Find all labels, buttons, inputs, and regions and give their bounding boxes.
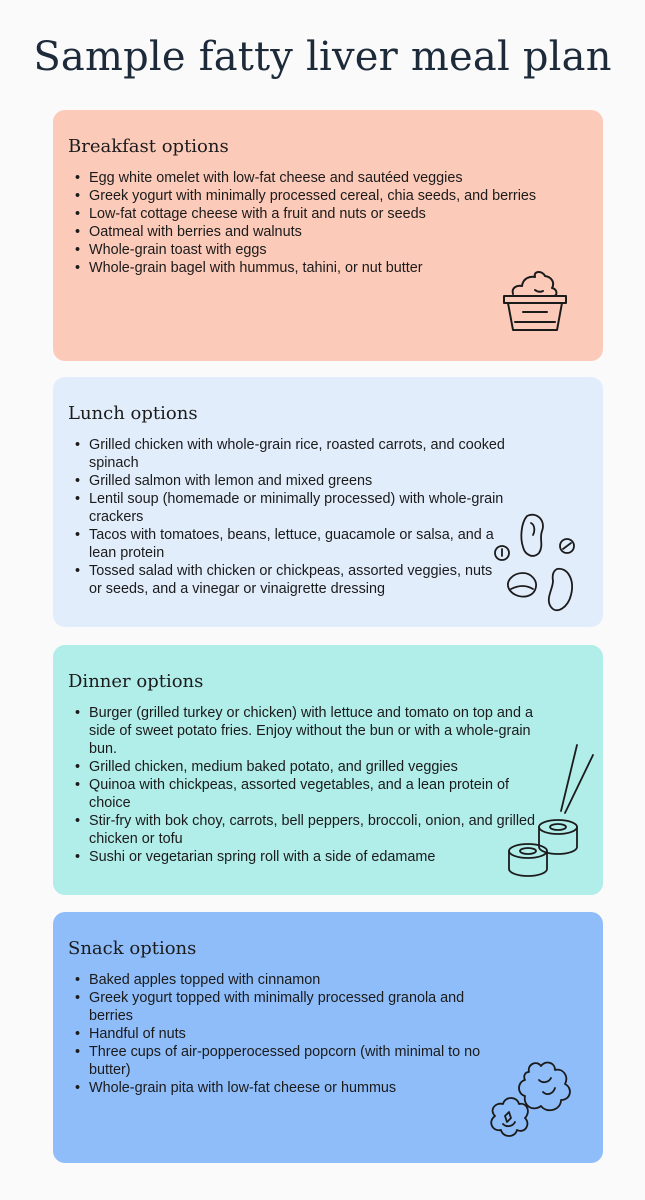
list-item: • Tossed salad with chicken or chickpeas, assorted veggies, nuts or seeds, and a vinegar or vinaigrette dressing <box>68 562 508 598</box>
list-item: • Grilled chicken with whole-grain rice, roasted carrots, and cooked spinach <box>68 436 508 472</box>
list-item: • Whole-grain pita with low-fat cheese or hummus <box>68 1079 508 1097</box>
list-item: • Tacos with tomatoes, beans, lettuce, guacamole or salsa, and a lean protein <box>68 526 508 562</box>
list-item: • Low-fat cottage cheese with a fruit and nuts or seeds <box>68 205 538 223</box>
breakfast-card <box>53 110 603 361</box>
dinner-heading: Dinner options <box>68 671 204 692</box>
list-item: • Lentil soup (homemade or minimally processed) with whole-grain crackers <box>68 490 508 526</box>
yogurt-cup-icon <box>499 268 569 336</box>
list-item: • Greek yogurt topped with minimally processed granola and berries <box>68 989 508 1025</box>
list-item: • Burger (grilled turkey or chicken) with lettuce and tomato on top and a side of sweet potato fries. Enjoy without the bun or with a whole-grain bun. <box>68 704 548 758</box>
list-item: • Greek yogurt with minimally processed cereal, chia seeds, and berries <box>68 187 538 205</box>
list-item: • Handful of nuts <box>68 1025 508 1043</box>
lunch-heading: Lunch options <box>68 403 198 424</box>
list-item: • Grilled chicken, medium baked potato, and grilled veggies <box>68 758 548 776</box>
beans-icon <box>491 511 583 615</box>
breakfast-list <box>68 169 538 277</box>
list-item: • Whole-grain toast with eggs <box>68 241 538 259</box>
list-item: • Sushi or vegetarian spring roll with a side of edamame <box>68 848 548 866</box>
list-item: • Egg white omelet with low-fat cheese and sautéed veggies <box>68 169 538 187</box>
dinner-list <box>68 704 548 866</box>
list-item: • Stir-fry with bok choy, carrots, bell peppers, broccoli, onion, and grilled chicken or tofu <box>68 812 548 848</box>
list-item: • Grilled salmon with lemon and mixed greens <box>68 472 508 490</box>
lunch-list <box>68 436 508 598</box>
list-item: • Oatmeal with berries and walnuts <box>68 223 538 241</box>
dinner-card <box>53 645 603 895</box>
list-item: • Quinoa with chickpeas, assorted vegetables, and a lean protein of choice <box>68 776 548 812</box>
lunch-card <box>53 377 603 627</box>
snacks-heading: Snack options <box>68 938 197 959</box>
snacks-card <box>53 912 603 1163</box>
page-title: Sample fatty liver meal plan <box>33 34 612 80</box>
popcorn-icon <box>481 1058 585 1150</box>
list-item: • Whole-grain bagel with hummus, tahini, or nut butter <box>68 259 538 277</box>
list-item: • Baked apples topped with cinnamon <box>68 971 508 989</box>
list-item: • Three cups of air-popperocessed popcorn (with minimal to no butter) <box>68 1043 508 1079</box>
snacks-list <box>68 971 508 1097</box>
sushi-chopsticks-icon <box>507 743 599 879</box>
breakfast-heading: Breakfast options <box>68 136 229 157</box>
